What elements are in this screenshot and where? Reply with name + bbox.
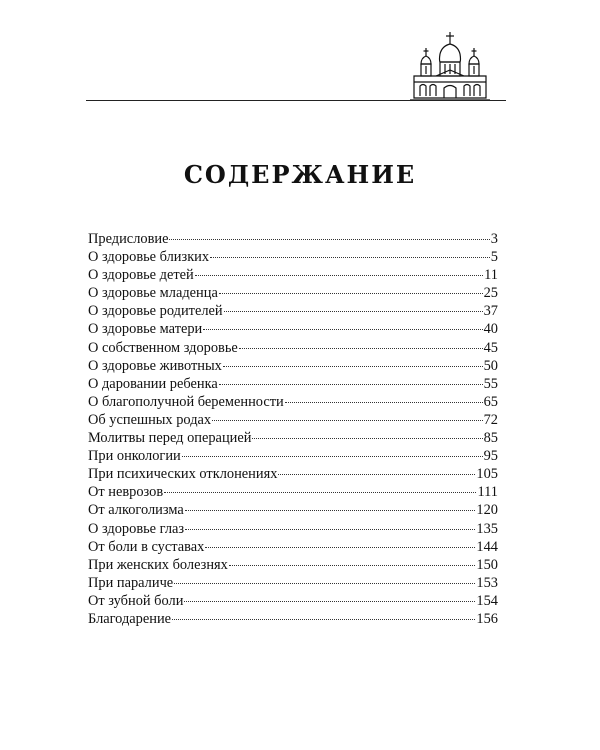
toc-leader-dots [185, 498, 476, 511]
toc-leader-dots [185, 517, 475, 530]
toc-entry-label: О здоровье младенца [88, 285, 218, 302]
toc-leader-dots [184, 589, 475, 602]
toc-entry-label: От неврозов [88, 484, 164, 501]
toc-entry-page: 3 [490, 231, 498, 247]
toc-leader-dots [219, 372, 483, 385]
toc-entry-page: 55 [483, 375, 498, 392]
toc-leader-dots [219, 281, 483, 294]
toc-leader-dots [195, 263, 483, 276]
toc-leader-dots [172, 607, 475, 620]
toc-entry-label: От зубной боли [88, 592, 184, 609]
toc-leader-dots [182, 444, 483, 457]
toc-entry-page: 11 [484, 267, 498, 284]
toc-entry-page: 111 [477, 484, 498, 501]
toc-entry-label: О здоровье матери [88, 321, 203, 338]
toc-leader-dots [229, 553, 476, 566]
table-of-contents [88, 230, 498, 628]
toc-entry-page: 50 [483, 357, 498, 374]
page-title: СОДЕРЖАНИЕ [183, 160, 417, 189]
toc-leader-dots [174, 571, 475, 584]
toc-entry-page: 120 [476, 502, 498, 519]
toc-entry-label: При онкологии [88, 448, 181, 465]
toc-leader-dots [239, 336, 483, 349]
toc-entry-label: Предисловие [88, 231, 169, 247]
toc-entry-label: О здоровье родителей [88, 303, 223, 320]
toc-leader-dots [278, 462, 475, 475]
toc-entry-label: О благополучной беременности [88, 393, 284, 410]
toc-leader-dots [164, 480, 476, 493]
toc-entry-label: О здоровье глаз [88, 520, 185, 537]
toc-entry-label: От боли в суставах [88, 538, 205, 555]
toc-entry-page: 135 [476, 520, 498, 537]
church-icon [400, 30, 500, 102]
toc-entry-page: 72 [483, 411, 498, 428]
toc-leader-dots [210, 245, 490, 258]
toc-leader-dots [252, 426, 482, 439]
toc-entry-label: От алкоголизма [88, 502, 184, 519]
toc-leader-dots [203, 317, 482, 330]
toc-entry-page: 153 [476, 574, 498, 591]
toc-entry-label: О здоровье близких [88, 249, 210, 266]
toc-entry-page: 154 [476, 592, 498, 609]
toc-entry-page: 144 [476, 538, 498, 555]
toc-entry-label: При психических отклонениях [88, 466, 278, 483]
toc-entry-label: О даровании ребенка [88, 375, 218, 392]
toc-entry-page: 156 [476, 610, 498, 627]
toc-entry-page: 95 [483, 448, 498, 465]
toc-entry-page: 45 [483, 339, 498, 356]
toc-entry-label: О собственном здоровье [88, 339, 238, 356]
toc-leader-dots [285, 390, 483, 403]
toc-entry-label: Об успешных родах [88, 411, 212, 428]
toc-entry-label: О здоровье детей [88, 267, 194, 284]
toc-entry-page: 25 [483, 285, 498, 302]
toc-entry-label: Молитвы перед операцией [88, 430, 252, 447]
toc-leader-dots [224, 299, 483, 312]
toc-entry-page: 5 [490, 249, 498, 266]
toc-entry-page: 40 [483, 321, 498, 338]
toc-entry-label: О здоровье животных [88, 357, 222, 374]
toc-entry-label: При женских болезнях [88, 556, 228, 573]
toc-entry-page: 37 [483, 303, 498, 320]
toc-leader-dots [169, 227, 489, 240]
toc-entry-label: При параличе [88, 574, 174, 591]
toc-entry-label: Благодарение [88, 610, 172, 627]
toc-entry[interactable] [88, 610, 498, 628]
toc-entry-page: 85 [483, 430, 498, 447]
header-rule [86, 100, 506, 101]
toc-leader-dots [212, 408, 483, 421]
toc-entry-page: 65 [483, 393, 498, 410]
toc-leader-dots [223, 354, 483, 367]
toc-leader-dots [205, 535, 475, 548]
toc-entry-page: 150 [476, 556, 498, 573]
toc-entry-page: 105 [476, 466, 498, 483]
